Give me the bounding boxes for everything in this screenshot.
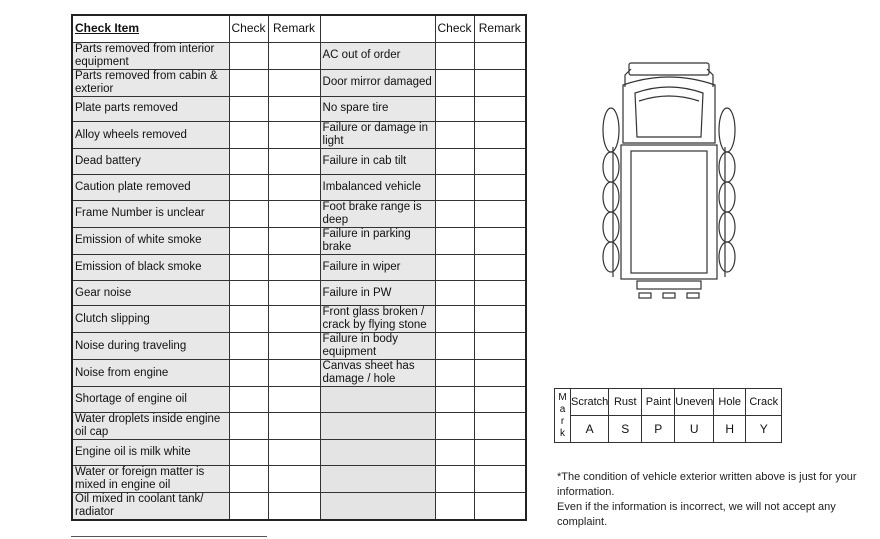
rear-light-center [663, 293, 675, 298]
check-item-left [72, 440, 229, 466]
check-item-left-label: Shortage of engine oil [75, 393, 187, 406]
remark-box-left[interactable] [268, 96, 320, 122]
check-item-left-label: Caution plate removed [75, 180, 191, 193]
rear-bumper [637, 281, 701, 289]
table-row [72, 69, 526, 96]
checklist-body [72, 42, 526, 520]
remark-box-left[interactable] [268, 306, 320, 333]
check-item-left-label: Emission of black smoke [75, 260, 202, 273]
check-item-right-label: Failure in wiper [322, 260, 401, 273]
remark-box-left[interactable] [268, 360, 320, 387]
check-box-left[interactable] [229, 360, 268, 387]
check-item-left-label: Noise during traveling [75, 339, 187, 352]
table-row [72, 493, 526, 521]
table-row [72, 413, 526, 440]
cargo-inner [631, 151, 707, 273]
check-item-left [72, 493, 229, 521]
check-item-left [72, 413, 229, 440]
check-box-left[interactable] [229, 96, 268, 122]
check-item-left-label: Oil mixed in coolant tank/ radiator [75, 493, 204, 519]
rear-right-wheel-2 [719, 242, 735, 272]
check-box-right[interactable] [435, 360, 474, 387]
check-item-right [320, 333, 435, 360]
table-row [72, 387, 526, 413]
remark-box-left[interactable] [268, 466, 320, 493]
check-item-left [72, 333, 229, 360]
remark-box-right[interactable] [474, 254, 526, 280]
table-row [72, 200, 526, 227]
header-check-2: Check [435, 15, 474, 42]
table-row [72, 306, 526, 333]
remark-box-left[interactable] [268, 175, 320, 201]
legend-damage-name: Uneven [675, 389, 714, 416]
legend-damage-code: Y [746, 416, 782, 443]
header-remark: Remark [268, 15, 320, 42]
remark-box-left[interactable] [268, 387, 320, 413]
check-item-left-label: Dead battery [75, 155, 141, 168]
rear-right-wheel-1 [719, 212, 735, 242]
check-item-right-label: Door mirror damaged [322, 76, 432, 88]
remark-box-right[interactable] [474, 200, 526, 227]
legend-damage-code: P [642, 416, 675, 443]
check-box-right[interactable] [435, 254, 474, 280]
remark-box-right[interactable] [474, 493, 526, 521]
check-item-left-label: Parts removed from cabin & exterior [75, 69, 218, 95]
check-item-left [72, 227, 229, 254]
check-box-left[interactable] [229, 69, 268, 96]
check-item-left [72, 466, 229, 493]
check-item-left [72, 149, 229, 175]
disclaimer-note [557, 470, 857, 530]
table-row [72, 149, 526, 175]
bottom-rule [71, 536, 267, 537]
check-item-right [320, 413, 435, 440]
table-row [72, 333, 526, 360]
check-box-right[interactable] [435, 175, 474, 201]
remark-box-left[interactable] [268, 280, 320, 306]
legend-damage-code: S [609, 416, 642, 443]
remark-box-right[interactable] [474, 96, 526, 122]
check-item-right-label: Failure in PW [322, 286, 392, 299]
check-item-right [320, 360, 435, 387]
check-item-left-label: Parts removed from interior equipment [75, 42, 215, 68]
cargo-body [621, 145, 717, 279]
check-box-left[interactable] [229, 122, 268, 149]
check-item-right-label: Imbalanced vehicle [322, 180, 421, 193]
check-item-left-label: Plate parts removed [75, 102, 178, 115]
check-box-right[interactable] [435, 149, 474, 175]
header-check-item-2 [320, 15, 435, 42]
check-box-right[interactable] [435, 333, 474, 360]
check-item-right [320, 42, 435, 69]
check-item-right-label: Canvas sheet has damage / hole [322, 360, 415, 386]
check-box-left[interactable] [229, 387, 268, 413]
check-item-right [320, 466, 435, 493]
check-item-right-label: Failure in body equipment [322, 333, 398, 359]
check-item-right-label: Front glass broken / crack by flying stone [322, 306, 427, 332]
mark-label-text: M a r k [558, 391, 567, 439]
check-item-left [72, 360, 229, 387]
table-row [72, 42, 526, 69]
mid-right-wheel-2 [719, 182, 735, 212]
check-item-left-label: Alloy wheels removed [75, 128, 187, 141]
mid-left-wheel-1 [603, 152, 619, 182]
remark-box-right[interactable] [474, 280, 526, 306]
check-box-right[interactable] [435, 42, 474, 69]
remark-box-right[interactable] [474, 360, 526, 387]
rear-left-wheel-2 [603, 242, 619, 272]
truck-diagram [595, 55, 745, 305]
check-item-left [72, 122, 229, 149]
check-item-right [320, 254, 435, 280]
note-line-1: *The condition of vehicle exterior written above is just for your information. [557, 471, 857, 498]
legend-damage-name: Crack [746, 389, 782, 416]
check-box-left[interactable] [229, 227, 268, 254]
check-item-right-label: Failure or damage in light [322, 122, 428, 148]
remark-box-left[interactable] [268, 254, 320, 280]
check-box-right[interactable] [435, 122, 474, 149]
header-remark-2: Remark [474, 15, 526, 42]
check-item-right-label: AC out of order [322, 49, 401, 61]
legend-damage-code: U [675, 416, 714, 443]
rear-left-wheel-1 [603, 212, 619, 242]
check-item-right-label: Failure in cab tilt [322, 155, 407, 168]
front-left-wheel [603, 108, 619, 152]
roof-marker [629, 63, 709, 75]
check-box-left[interactable] [229, 280, 268, 306]
check-item-left [72, 254, 229, 280]
check-box-left[interactable] [229, 175, 268, 201]
check-item-left-label: Frame Number is unclear [75, 207, 205, 220]
check-item-left-label: Noise from engine [75, 366, 169, 379]
remark-box-right[interactable] [474, 440, 526, 466]
table-row [72, 175, 526, 201]
legend-damage-code: A [571, 416, 609, 443]
legend-code-row [555, 416, 782, 443]
check-box-left[interactable] [229, 254, 268, 280]
check-box-right[interactable] [435, 96, 474, 122]
check-item-left [72, 69, 229, 96]
remark-box-left[interactable] [268, 122, 320, 149]
remark-box-right[interactable] [474, 227, 526, 254]
inspection-checklist-table [71, 14, 527, 521]
table-row [72, 466, 526, 493]
check-item-right [320, 280, 435, 306]
header-check-item: Check Item [72, 15, 229, 42]
check-box-right[interactable] [435, 493, 474, 521]
check-item-right-label: No spare tire [322, 102, 389, 115]
remark-box-right[interactable] [474, 42, 526, 69]
remark-box-left[interactable] [268, 149, 320, 175]
check-box-left[interactable] [229, 306, 268, 333]
check-item-right [320, 306, 435, 333]
check-box-right[interactable] [435, 200, 474, 227]
check-box-left[interactable] [229, 200, 268, 227]
check-item-right-label: Foot brake range is deep [322, 200, 422, 226]
table-row [72, 96, 526, 122]
check-item-right-label: Failure in parking brake [322, 227, 411, 253]
remark-box-right[interactable] [474, 333, 526, 360]
remark-box-right[interactable] [474, 387, 526, 413]
remark-box-left[interactable] [268, 413, 320, 440]
check-item-left-label: Gear noise [75, 286, 132, 299]
windshield-line [639, 96, 699, 101]
check-item-left [72, 96, 229, 122]
table-row [72, 254, 526, 280]
legend-damage-name: Scratch [571, 389, 609, 416]
check-box-right[interactable] [435, 280, 474, 306]
check-box-left[interactable] [229, 466, 268, 493]
legend-damage-name: Rust [609, 389, 642, 416]
check-box-left[interactable] [229, 413, 268, 440]
check-item-left-label: Engine oil is milk white [75, 446, 191, 459]
remark-box-right[interactable] [474, 175, 526, 201]
table-header-row [72, 15, 526, 42]
rear-light-right [687, 293, 699, 298]
remark-box-left[interactable] [268, 493, 320, 521]
remark-box-left[interactable] [268, 333, 320, 360]
mid-right-wheel-1 [719, 152, 735, 182]
legend-damage-name: Hole [714, 389, 746, 416]
cab-roof [635, 87, 703, 137]
check-box-left[interactable] [229, 333, 268, 360]
legend-name-row [555, 389, 782, 416]
check-item-right [320, 96, 435, 122]
remark-box-right[interactable] [474, 122, 526, 149]
table-row [72, 280, 526, 306]
check-box-right[interactable] [435, 69, 474, 96]
check-box-left[interactable] [229, 149, 268, 175]
check-item-right [320, 493, 435, 521]
check-item-left [72, 280, 229, 306]
remark-box-left[interactable] [268, 69, 320, 96]
check-box-right[interactable] [435, 306, 474, 333]
mark-label [555, 389, 571, 443]
check-box-right[interactable] [435, 440, 474, 466]
remark-box-right[interactable] [474, 149, 526, 175]
check-item-left-label: Clutch slipping [75, 312, 150, 325]
check-item-right [320, 175, 435, 201]
check-box-left[interactable] [229, 493, 268, 521]
check-item-left-label: Water or foreign matter is mixed in engine oil [75, 466, 205, 492]
check-item-right [320, 69, 435, 96]
check-box-right[interactable] [435, 413, 474, 440]
legend-damage-code: H [714, 416, 746, 443]
legend-damage-name: Paint [642, 389, 675, 416]
remark-box-right[interactable] [474, 69, 526, 96]
check-item-right [320, 387, 435, 413]
check-box-left[interactable] [229, 440, 268, 466]
check-item-left [72, 306, 229, 333]
check-item-right [320, 227, 435, 254]
check-item-left [72, 175, 229, 201]
check-box-right[interactable] [435, 227, 474, 254]
check-item-left [72, 42, 229, 69]
check-item-right [320, 149, 435, 175]
check-item-right [320, 440, 435, 466]
damage-mark-legend [554, 388, 782, 443]
mid-left-wheel-2 [603, 182, 619, 212]
rear-light-left [639, 293, 651, 298]
remark-box-right[interactable] [474, 306, 526, 333]
remark-box-left[interactable] [268, 42, 320, 69]
check-item-left [72, 200, 229, 227]
check-item-right [320, 122, 435, 149]
check-box-right[interactable] [435, 387, 474, 413]
header-check: Check [229, 15, 268, 42]
table-row [72, 440, 526, 466]
remark-box-left[interactable] [268, 227, 320, 254]
table-row [72, 227, 526, 254]
check-box-left[interactable] [229, 42, 268, 69]
front-right-wheel [719, 108, 735, 152]
remark-box-right[interactable] [474, 413, 526, 440]
note-line-2: Even if the information is incorrect, we will not accept any complaint. [557, 501, 836, 528]
check-box-right[interactable] [435, 466, 474, 493]
remark-box-left[interactable] [268, 200, 320, 227]
remark-box-left[interactable] [268, 440, 320, 466]
check-item-left-label: Water droplets inside engine oil cap [75, 413, 221, 439]
check-item-right [320, 200, 435, 227]
check-item-left-label: Emission of white smoke [75, 234, 202, 247]
check-item-left [72, 387, 229, 413]
remark-box-right[interactable] [474, 466, 526, 493]
table-row [72, 122, 526, 149]
table-row [72, 360, 526, 387]
